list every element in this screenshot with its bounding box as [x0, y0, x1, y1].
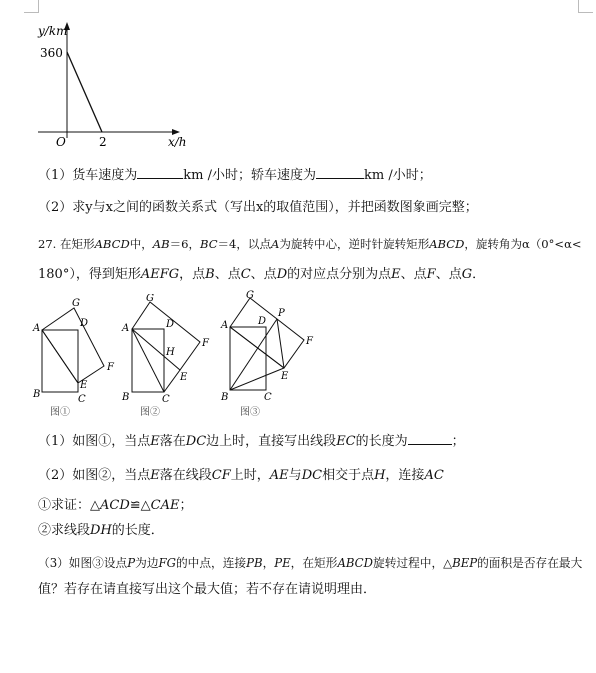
- fig2-label-d: D: [166, 319, 175, 330]
- fig3-label-g: G: [246, 290, 254, 301]
- q27-intro-line2: 180°），得到矩形AEFG，点B、点C、点D的对应点分别为点E、点F、点G．: [38, 267, 486, 282]
- q27-sub1: （1）如图①，当点E落在DC边上时，直接写出线段EC的长度为 ；: [38, 434, 465, 449]
- fig2-label-h: H: [166, 347, 175, 358]
- fig1-label-a: A: [33, 323, 41, 334]
- fig1-label-e: E: [80, 380, 88, 391]
- origin-label: O: [56, 135, 66, 149]
- page-corner-mark-left: [24, 0, 39, 13]
- q27-intro-line1: 27. 在矩形ABCD中，AB＝6，BC＝4，以点A为旋转中心，逆时针旋转矩形ABCD，旋转角为α（0°<α<: [38, 237, 582, 251]
- fig2-caption: 图②: [140, 407, 160, 418]
- fig3-rect-abcd: [230, 327, 266, 390]
- prev-sub1: （1）货车速度为 km /小时；轿车速度为 km /小时；: [38, 168, 432, 183]
- q27-sub3-line2: 值？若存在请直接写出这个最大值；若不存在请说明理由．: [38, 582, 377, 597]
- prev-sub2: （2）求y与x之间的函数关系式（写出x的取值范围），并把函数图象画完整；: [38, 200, 478, 215]
- q27-sub3-line1: （3）如图③设点P为边FG的中点，连接PB，PE，在矩形ABCD旋转过程中，△BEP的面积是否存在最大: [38, 556, 583, 570]
- fig2-segment-ec: [164, 370, 180, 392]
- distance-time-graph: [30, 18, 190, 158]
- x-axis-label: x/h: [168, 135, 187, 149]
- fig1-label-f: F: [107, 362, 114, 373]
- fig2-label-g: G: [146, 294, 154, 304]
- y-axis-label: y/km: [38, 24, 68, 38]
- page-corner-mark-right: [578, 0, 593, 13]
- graph-line: [67, 52, 102, 132]
- q27-sub2-part1: ①求证：△ACD≌△CAE；: [38, 498, 193, 513]
- fig3-label-d: D: [258, 316, 267, 327]
- fig3-rect-aefg: [230, 298, 304, 368]
- x-tick-2: 2: [99, 135, 107, 149]
- fig3-segment-pb: [230, 319, 277, 390]
- fig3-label-e: E: [281, 371, 289, 382]
- fig1-rect-abcd: [42, 330, 78, 392]
- fig3-segment-ae: [230, 327, 284, 368]
- figure-3: [218, 290, 318, 421]
- fig1-label-g: G: [72, 298, 80, 309]
- fig2-label-b: B: [122, 392, 130, 403]
- answer-blank[interactable]: [408, 432, 452, 445]
- fig3-caption: 图③: [240, 407, 260, 418]
- fig2-segment-ac: [132, 329, 164, 392]
- fig2-label-c: C: [162, 394, 170, 405]
- fig3-label-p: P: [278, 308, 285, 319]
- fig2-rect-aefg: [132, 302, 200, 370]
- y-tick-360: 360: [40, 46, 63, 60]
- fig2-label-f: F: [202, 338, 209, 349]
- fig3-segment-pe: [277, 319, 284, 368]
- fig3-label-b: B: [221, 392, 229, 403]
- figure-2: [118, 294, 218, 421]
- fig1-caption: 图①: [50, 407, 70, 418]
- q27-sub2-part2: ②求线段DH的长度．: [38, 523, 164, 538]
- fig1-rect-aefg: [42, 308, 104, 383]
- fig1-diagonal: [42, 330, 78, 383]
- q27-sub2: （2）如图②，当点E落在线段CF上时，AE与DC相交于点H，连接AC: [38, 468, 444, 483]
- fig3-segment-be: [230, 368, 284, 390]
- fig1-label-b: B: [33, 389, 41, 400]
- fig1-label-c: C: [78, 394, 86, 405]
- fig1-label-d: D: [80, 318, 89, 329]
- figure-1: [30, 296, 125, 421]
- fig3-label-c: C: [264, 392, 272, 403]
- fig3-label-a: A: [221, 320, 229, 331]
- fig2-label-e: E: [180, 372, 188, 383]
- fig2-label-a: A: [122, 323, 130, 334]
- fig3-label-f: F: [306, 336, 313, 347]
